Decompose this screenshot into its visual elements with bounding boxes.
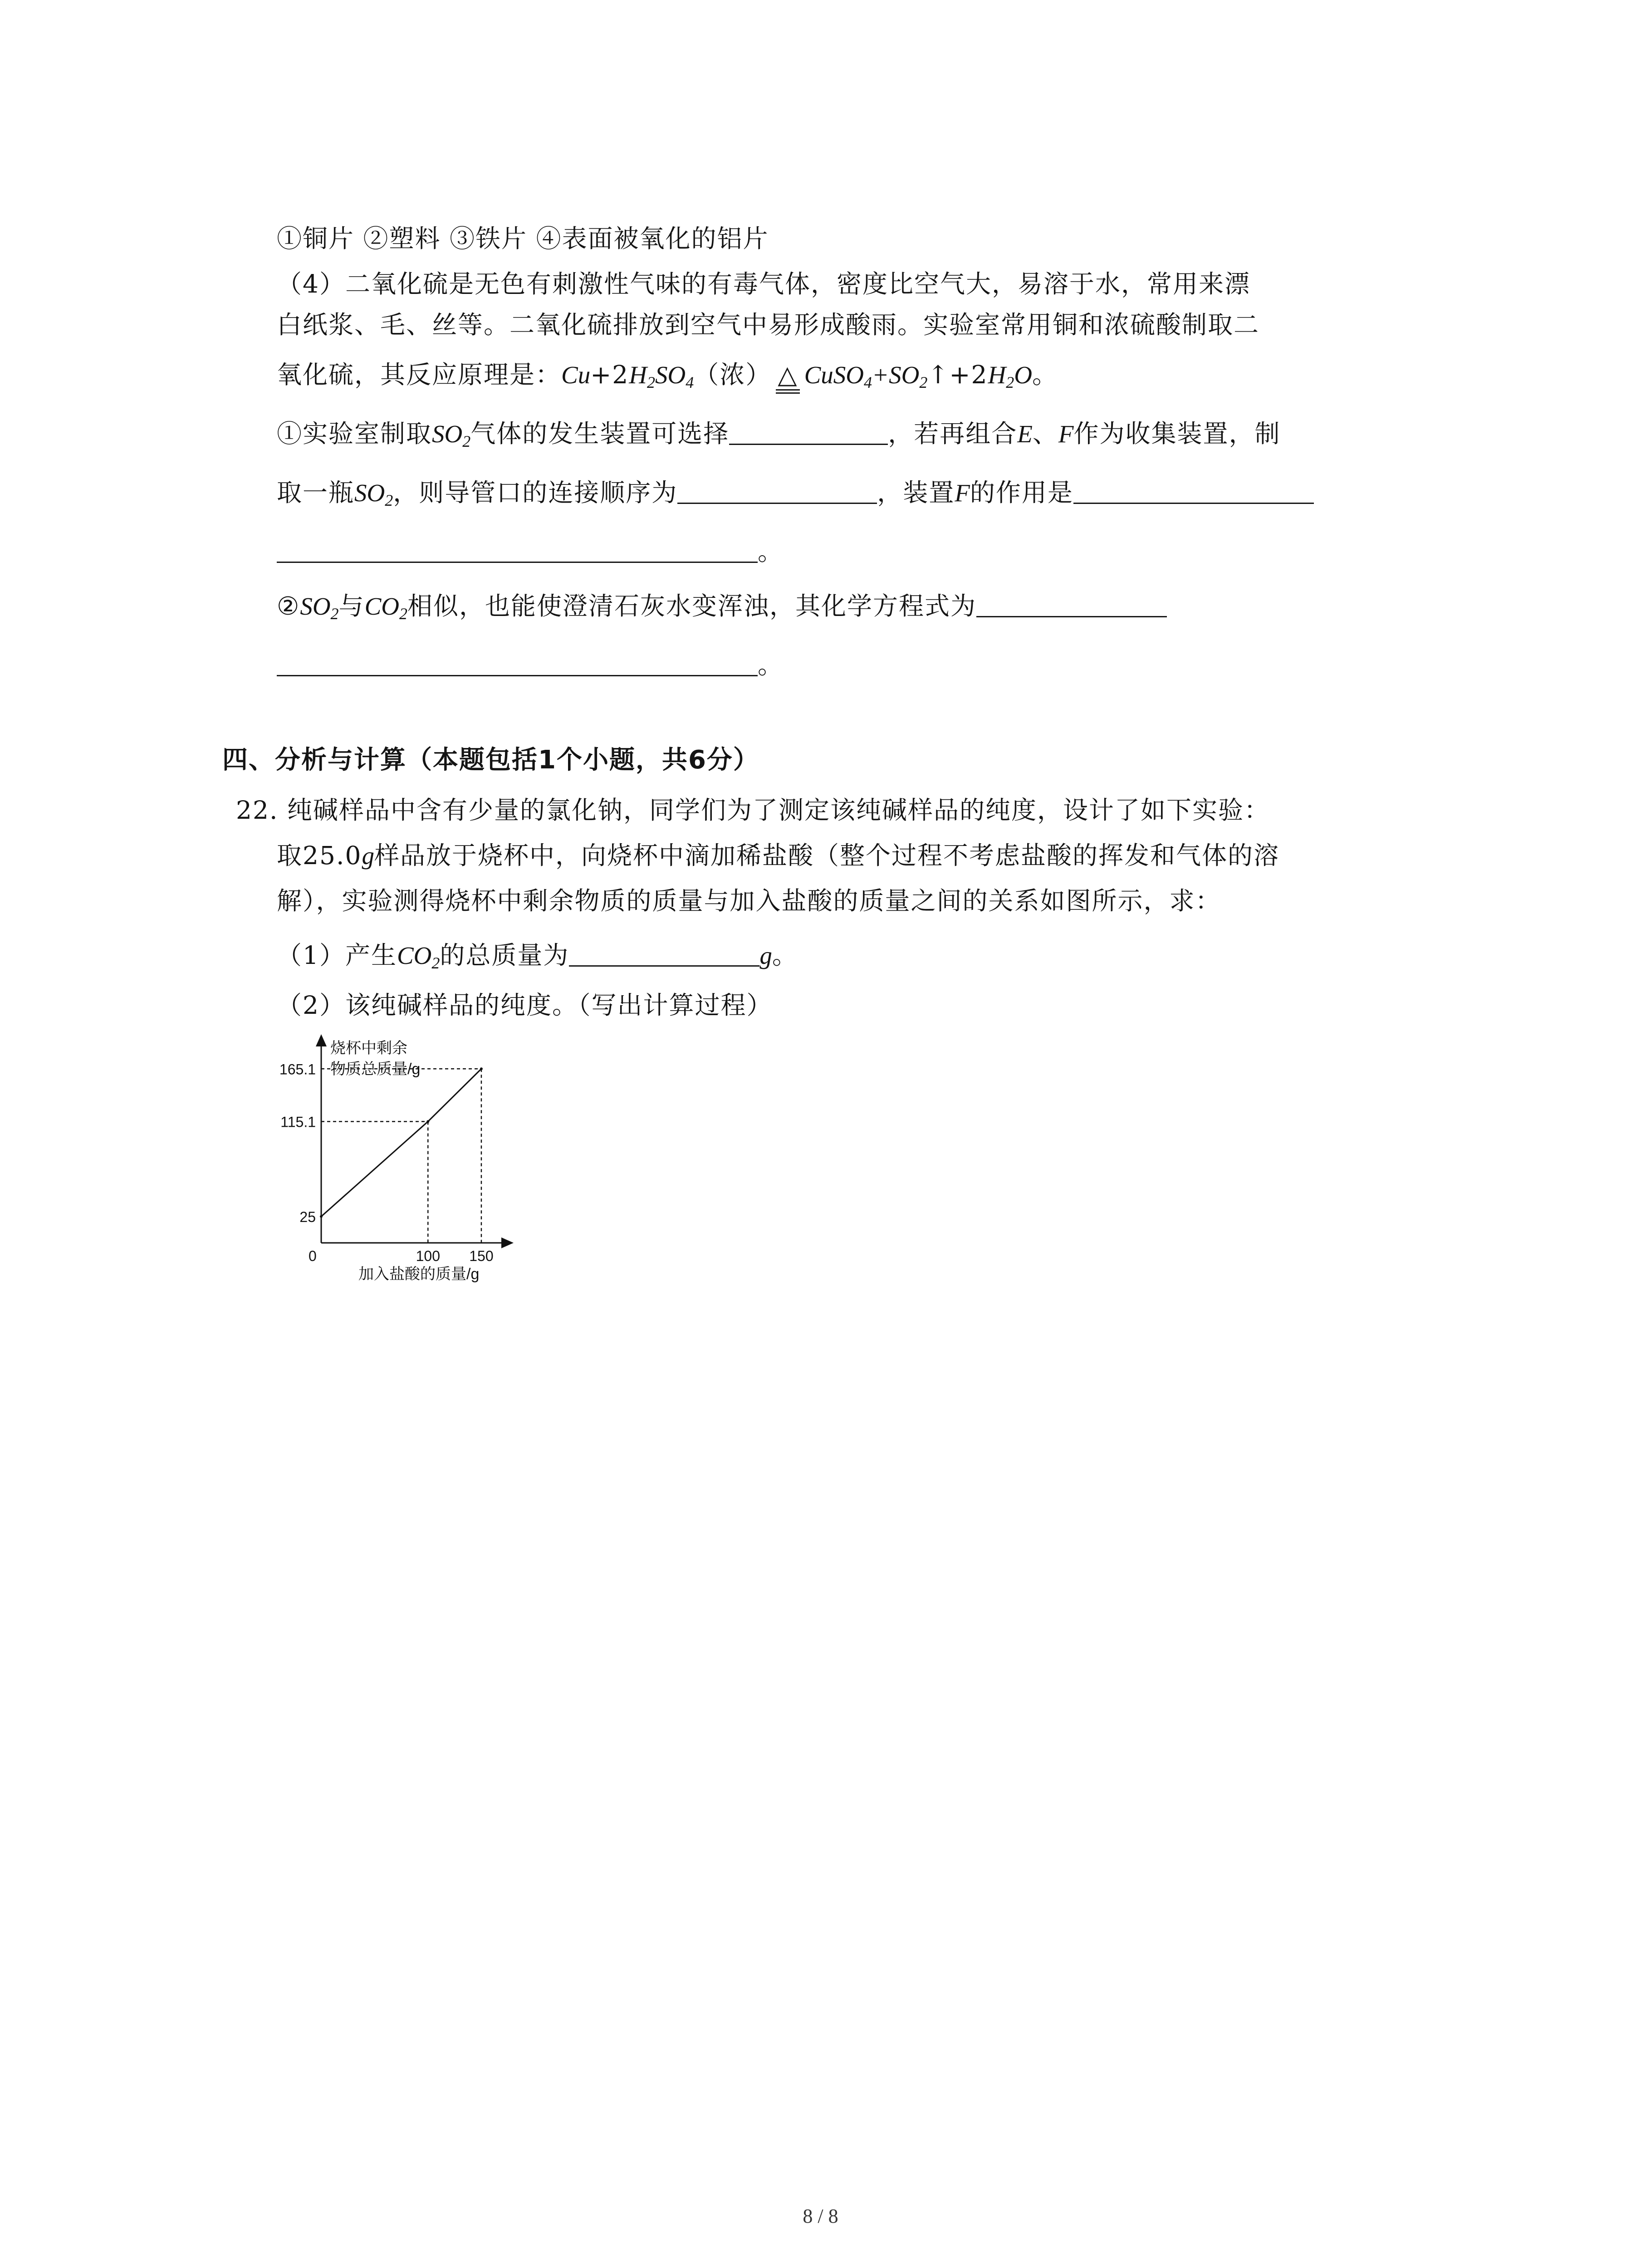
q21-p4-line2: 白纸浆、毛、丝等。二氧化硫排放到空气中易形成酸雨。实验室常用铜和浓硫酸制取二	[277, 310, 1260, 339]
question-number: 22.	[236, 796, 279, 825]
data-point	[480, 1067, 483, 1070]
answer-blank-co2-mass[interactable]	[569, 942, 759, 967]
q22-sub1: （1）产生$CO_2$的总质量为 g。	[277, 941, 798, 972]
q22-line2: 取25.0g样品放于烧杯中，向烧杯中滴加稀盐酸（整个过程不考虑盐酸的挥发和气体的溶	[277, 841, 1279, 870]
y-tick-label: 115.1	[280, 1114, 316, 1130]
answer-blank-f-function[interactable]	[1073, 479, 1314, 504]
q21-sub1-line1: ①实验室制取$SO_2$气体的发生装置可选择 ，若再组合E、F作为收集装置，制	[277, 419, 1281, 450]
q21-p4-line1: （4）二氧化硫是无色有刺激性气味的有毒气体，密度比空气大，易溶于水，常用来漂	[277, 269, 1250, 298]
tick-labels	[279, 1061, 494, 1264]
q21-sub1-line2: 取一瓶$SO_2$，则导管口的连接顺序为 ，装置F的作用是	[277, 476, 1314, 509]
q22-sub2: （2）该纯碱样品的纯度。（写出计算过程）	[277, 991, 773, 1020]
q22-line3: 解），实验测得烧杯中剩余物质的质量与加入盐酸的质量之间的关系如图所示，求：	[277, 886, 1221, 915]
answer-blank-generator[interactable]	[729, 420, 888, 445]
q21-options: ①铜片 ②塑料 ③铁片 ④表面被氧化的铝片	[277, 224, 769, 253]
data-point	[426, 1120, 429, 1123]
q21-p4-line3: 氧化硫，其反应原理是：$Cu+2H_2SO_4$（浓） △ $CuSO_4+SO_2↑+2H_2O$。	[277, 358, 1058, 391]
answer-blank-connection-order[interactable]	[677, 479, 877, 504]
mass-chart	[263, 1034, 544, 1288]
answer-blank-equation-cont[interactable]	[277, 651, 758, 676]
y-tick-label: 25	[299, 1208, 316, 1225]
y-axis-label-line2: 物质总质量/g	[330, 1061, 421, 1078]
x-tick-label: 150	[469, 1248, 494, 1264]
q21-sub1-line3: 。	[277, 535, 784, 568]
q21-sub2-line2: 。	[277, 649, 784, 681]
q22-line1: 22. 纯碱样品中含有少量的氯化钠，同学们为了测定该纯碱样品的纯度，设计了如下实验：	[236, 796, 1270, 825]
page-number: 8 / 8	[803, 2205, 838, 2227]
section-heading: 四、分析与计算（本题包括1个小题，共6分）	[222, 745, 759, 775]
answer-blank-f-function-cont[interactable]	[277, 538, 758, 563]
x-axis-label: 加入盐酸的质量/g	[358, 1266, 480, 1283]
q21-sub2-line1: $②SO_2$与$CO_2$相似，也能使澄清石灰水变浑浊，其化学方程式为	[277, 590, 1167, 623]
answer-blank-equation[interactable]	[976, 592, 1167, 617]
guide-lines	[321, 1069, 481, 1243]
mass-line	[321, 1069, 481, 1217]
y-axis-label-line1: 烧杯中剩余	[330, 1040, 407, 1057]
data-point	[320, 1215, 323, 1218]
x-tick-label: 100	[416, 1248, 440, 1264]
reaction-intro: 氧化硫，其反应原理是：	[277, 360, 562, 389]
y-tick-label: 165.1	[279, 1061, 316, 1078]
origin-label: 0	[309, 1248, 317, 1264]
heat-condition-symbol: △	[778, 358, 798, 391]
